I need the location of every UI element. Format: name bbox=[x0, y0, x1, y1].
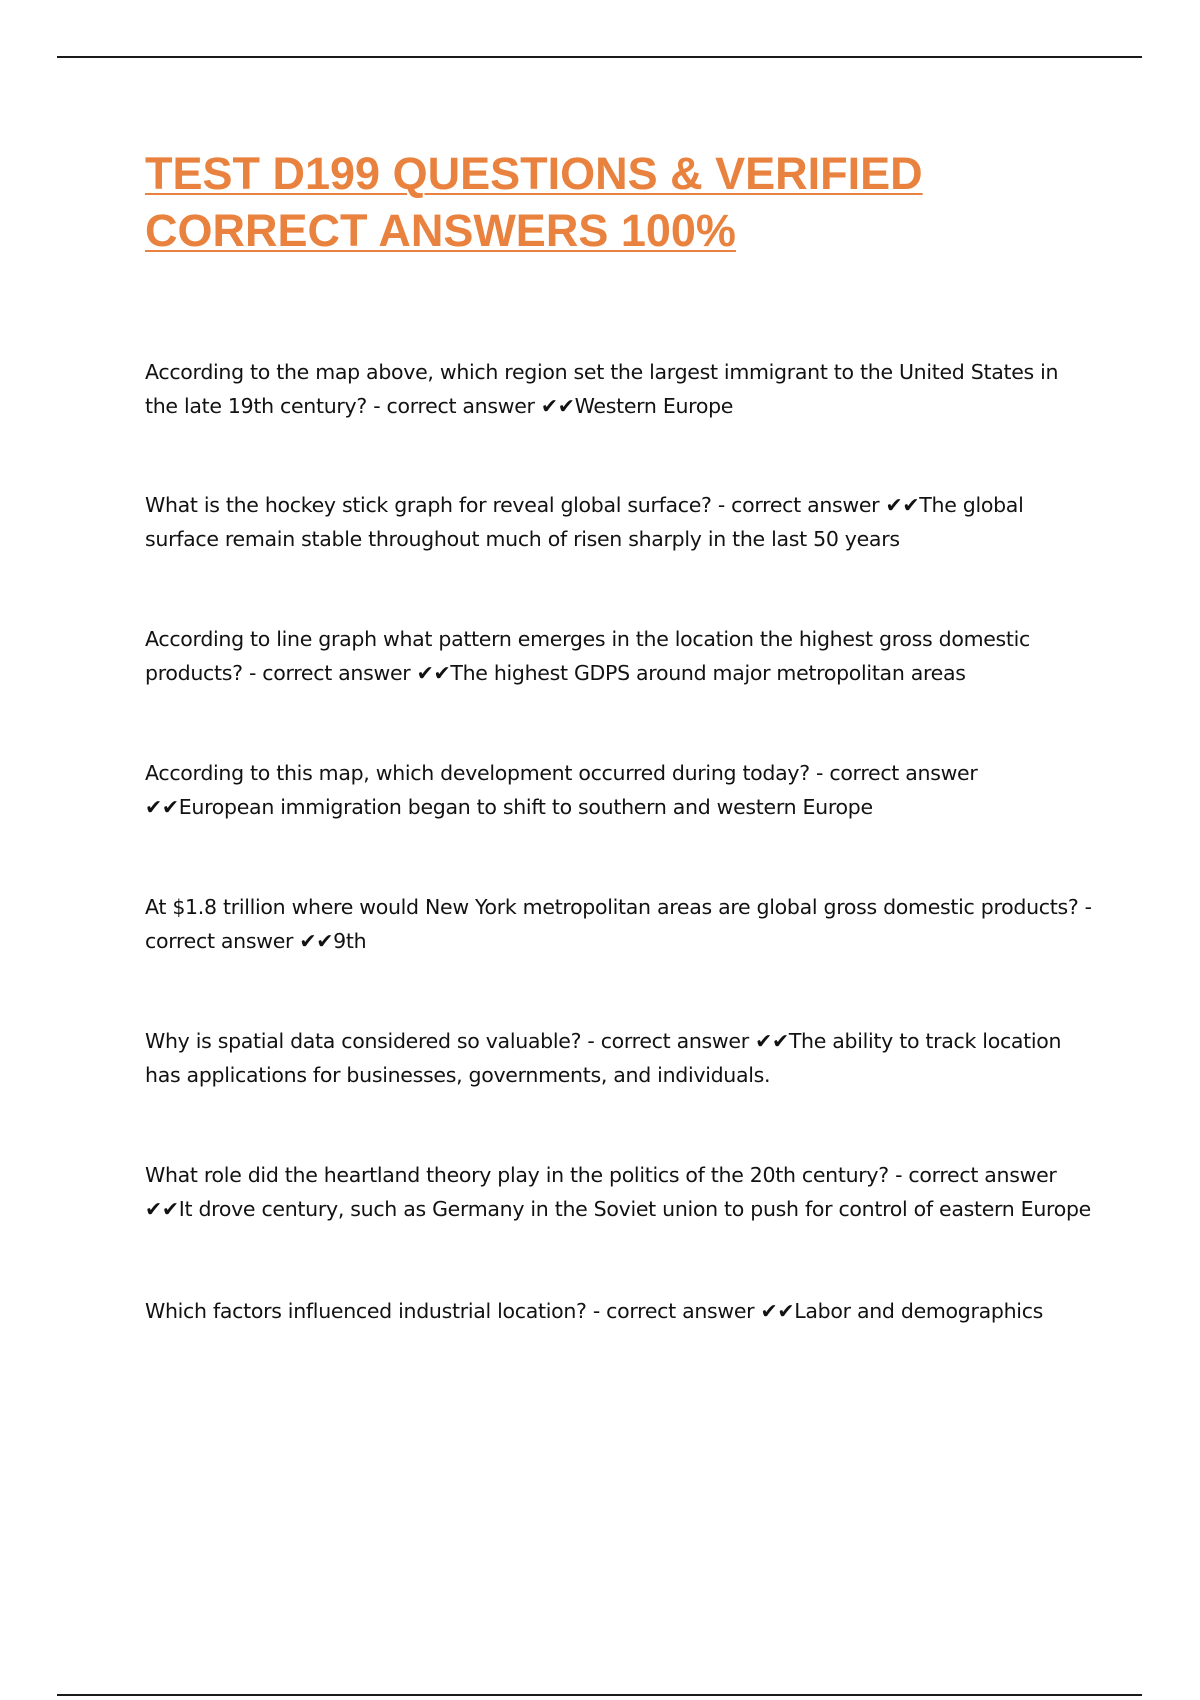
answer-text: 9th bbox=[333, 929, 367, 953]
question-text: Which factors influenced industrial location? bbox=[145, 1299, 587, 1323]
answer-prefix: - correct answer bbox=[587, 1029, 749, 1053]
question-text: At $1.8 trillion where would New York metropolitan areas are global gross domestic products? bbox=[145, 895, 1079, 919]
question-text: According to this map, which development occurred during today? bbox=[145, 761, 810, 785]
qa-item bbox=[145, 1294, 1095, 1328]
qa-item bbox=[145, 622, 1095, 690]
qa-item bbox=[145, 1158, 1095, 1226]
answer-text: The highest GDPS around major metropolitan areas bbox=[450, 661, 966, 685]
qa-item bbox=[145, 488, 1095, 556]
checkmark-icon: ✔✔ bbox=[885, 493, 920, 517]
checkmark-icon: ✔✔ bbox=[755, 1029, 789, 1053]
answer-prefix: - correct answer bbox=[248, 661, 411, 685]
top-rule bbox=[57, 56, 1142, 58]
answer-text: The ability to track location has applications for businesses, governments, and individuals. bbox=[145, 1029, 1062, 1087]
qa-item bbox=[145, 756, 1095, 824]
question-text: According to line graph what pattern emerges in the location the highest gross domestic products? bbox=[145, 627, 1031, 685]
checkmark-icon: ✔✔ bbox=[760, 1299, 795, 1323]
answer-text: European immigration began to shift to southern and western Europe bbox=[178, 795, 873, 819]
question-text: According to the map above, which region set the largest immigrant to the United States in the late 19th century? bbox=[145, 360, 1059, 418]
checkmark-icon: ✔✔ bbox=[416, 661, 451, 685]
checkmark-icon: ✔✔ bbox=[145, 1197, 179, 1221]
answer-text: The global surface remain stable throughout much of risen sharply in the last 50 years bbox=[145, 493, 1024, 551]
answer-prefix: - correct answer bbox=[373, 394, 535, 418]
answer-text: Western Europe bbox=[574, 394, 734, 418]
answer-prefix: - correct answer bbox=[816, 761, 978, 785]
question-text: What is the hockey stick graph for reveal global surface? bbox=[145, 493, 712, 517]
checkmark-icon: ✔✔ bbox=[540, 394, 575, 418]
bottom-rule bbox=[57, 1694, 1142, 1696]
answer-prefix: - correct answer bbox=[145, 895, 1092, 953]
answer-text: Labor and demographics bbox=[794, 1299, 1044, 1323]
question-text: Why is spatial data considered so valuable? bbox=[145, 1029, 582, 1053]
answer-prefix: - correct answer bbox=[895, 1163, 1057, 1187]
answer-prefix: - correct answer bbox=[717, 493, 880, 517]
document-title: TEST D199 QUESTIONS & VERIFIED CORRECT ANSWERS 100% bbox=[145, 148, 923, 256]
qa-item bbox=[145, 890, 1095, 958]
question-text: What role did the heartland theory play in the politics of the 20th century? bbox=[145, 1163, 889, 1187]
checkmark-icon: ✔✔ bbox=[299, 929, 334, 953]
qa-item bbox=[145, 1024, 1095, 1092]
answer-prefix: - correct answer bbox=[592, 1299, 755, 1323]
checkmark-icon: ✔✔ bbox=[145, 795, 179, 819]
answer-text: It drove century, such as Germany in the Soviet union to push for control of eastern Europe bbox=[178, 1197, 1091, 1221]
qa-item bbox=[145, 355, 1095, 423]
